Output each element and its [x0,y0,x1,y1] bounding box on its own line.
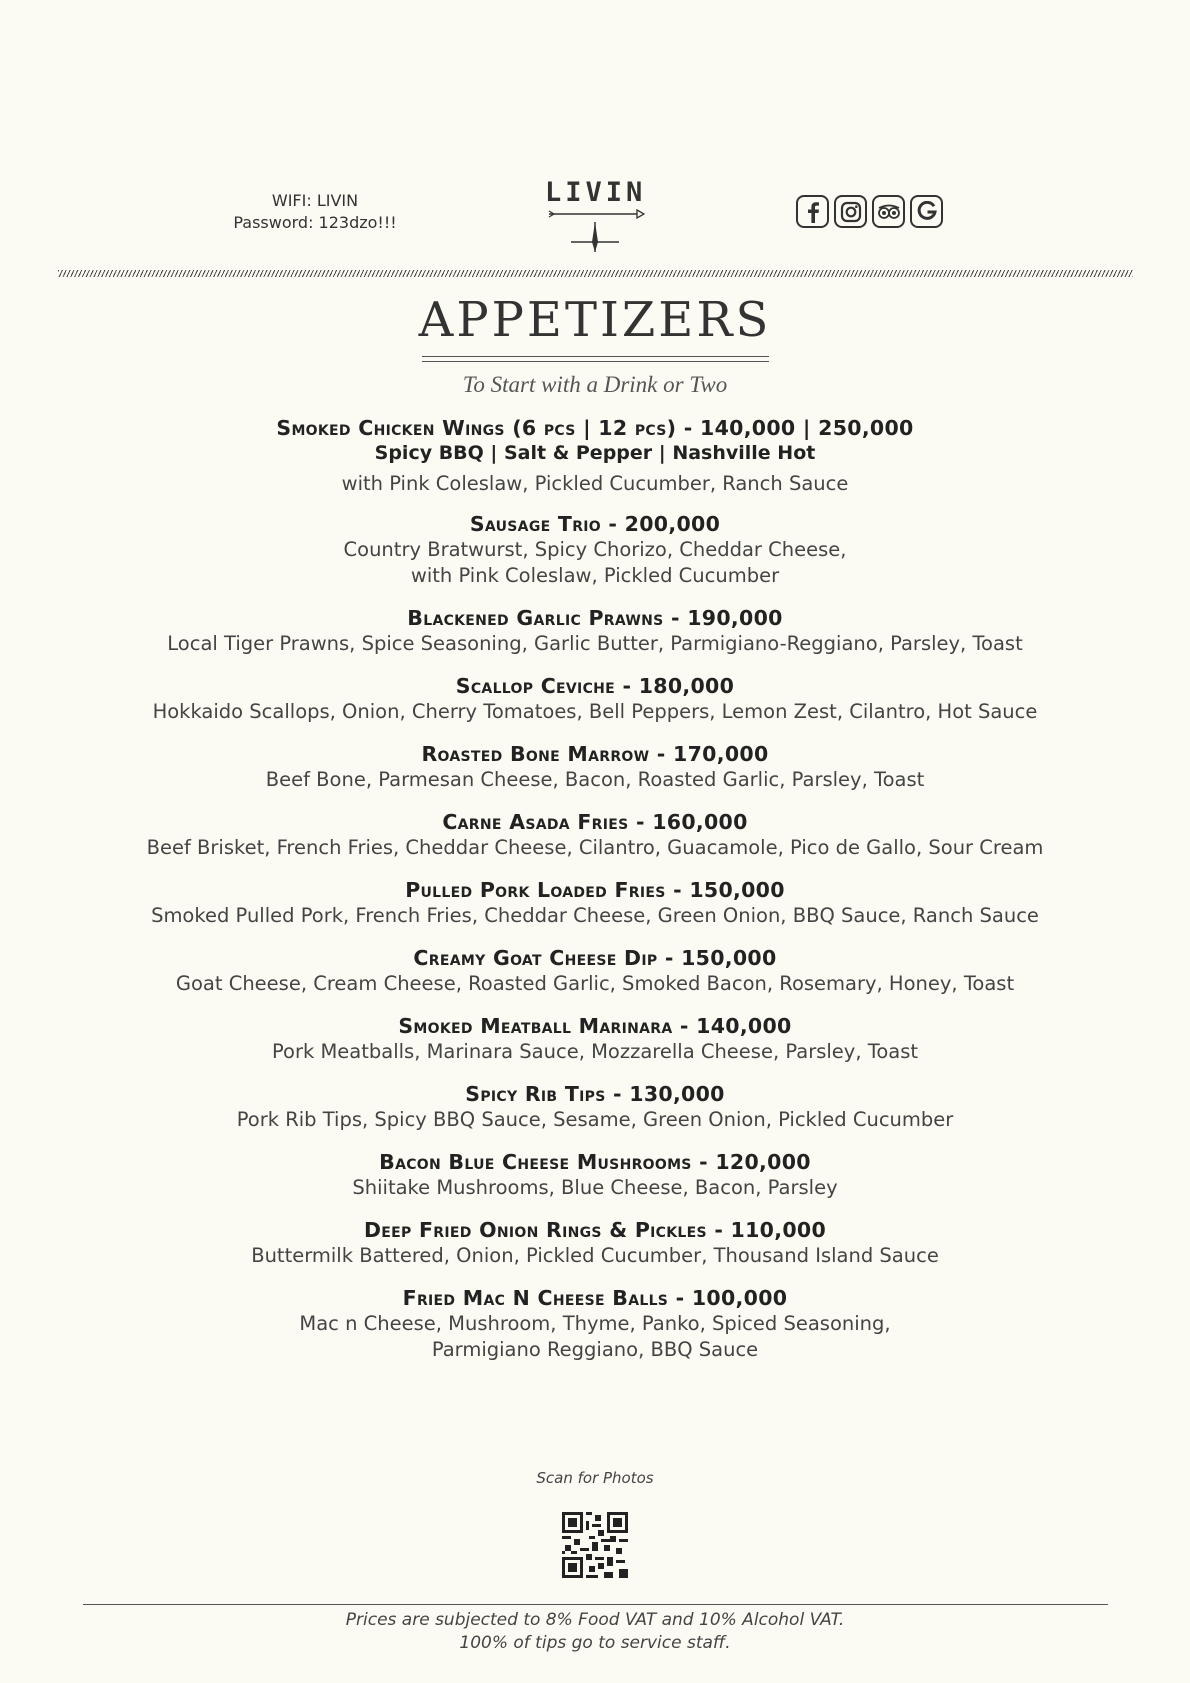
item-desc: Beef Brisket, French Fries, Cheddar Cheese, Cilantro, Guacamole, Pico de Gallo, Sour Cream [146,836,1044,859]
item-name: Spicy Rib Tips - 130,000 [465,1082,725,1106]
item-name: Carne Asada Fries - 160,000 [442,810,748,834]
menu-item [0,945,1190,997]
instagram-icon[interactable] [834,195,867,228]
item-desc: Shiitake Mushrooms, Blue Cheese, Bacon, Parsley [352,1176,838,1199]
item-name: Roasted Bone Marrow - 170,000 [421,742,769,766]
item-desc: Beef Bone, Parmesan Cheese, Bacon, Roasted Garlic, Parsley, Toast [265,768,925,791]
menu-item [0,1149,1190,1201]
social-icons [796,195,943,228]
tripadvisor-icon[interactable] [872,195,905,228]
item-desc: Country Bratwurst, Spicy Chorizo, Cheddar Cheese, [343,538,847,561]
menu-item [0,1285,1190,1363]
google-icon[interactable] [910,195,943,228]
item-name: Smoked Meatball Marinara - 140,000 [398,1014,792,1038]
facebook-icon[interactable] [796,195,829,228]
item-name: Smoked Chicken Wings (6 pcs | 12 pcs) - 140,000 | 250,000 [276,416,914,440]
item-desc: Pork Rib Tips, Spicy BBQ Sauce, Sesame, Green Onion, Pickled Cucumber [236,1108,954,1131]
wifi-password: Password: 123dzo!!! [233,213,397,232]
section-subtitle: To Start with a Drink or Two [462,372,728,397]
item-name: Sausage Trio - 200,000 [469,512,721,536]
item-desc: Local Tiger Prawns, Spice Seasoning, Garlic Butter, Parmigiano-Reggiano, Parsley, Toast [167,632,1023,655]
footer-divider [83,1604,1108,1605]
menu-item [0,877,1190,929]
menu-item [0,511,1190,589]
footer-note [0,1609,1190,1655]
tips-note: 100% of tips go to service staff. [459,1633,731,1653]
item-name: Scallop Ceviche - 180,000 [455,674,735,698]
logo-text: LIVIN [545,177,647,208]
item-desc: Hokkaido Scallops, Onion, Cherry Tomatoes, Bell Peppers, Lemon Zest, Cilantro, Hot Sauce [152,700,1038,723]
item-desc: Buttermilk Battered, Onion, Pickled Cucumber, Thousand Island Sauce [251,1244,939,1267]
section-title: APPETIZERS [418,292,772,348]
item-desc: Pork Meatballs, Marinara Sauce, Mozzarella Cheese, Parsley, Toast [271,1040,919,1063]
menu-item [0,1217,1190,1269]
vat-note: Prices are subjected to 8% Food VAT and 10% Alcohol VAT. [345,1610,845,1630]
livin-logo [545,178,645,254]
item-desc: with Pink Coleslaw, Pickled Cucumber [410,564,780,587]
menu-item [0,809,1190,861]
title-underline [422,356,769,362]
item-desc: Mac n Cheese, Mushroom, Thyme, Panko, Spiced Seasoning, [299,1312,891,1335]
menu-item [0,1081,1190,1133]
menu-item [0,605,1190,657]
hatched-divider [58,270,1133,277]
item-desc: Parmigiano Reggiano, BBQ Sauce [431,1338,759,1361]
wifi-name: WIFI: LIVIN [271,191,359,210]
item-desc: Smoked Pulled Pork, French Fries, Cheddar Cheese, Green Onion, BBQ Sauce, Ranch Sauce [151,904,1039,927]
menu-item [0,1013,1190,1065]
item-name: Blackened Garlic Prawns - 190,000 [407,606,783,630]
menu-item [0,415,1190,497]
item-name: Creamy Goat Cheese Dip - 150,000 [413,946,777,970]
qr-code-icon[interactable] [562,1512,628,1578]
item-name: Deep Fried Onion Rings & Pickles - 110,000 [363,1218,827,1242]
item-desc: with Pink Coleslaw, Pickled Cucumber, Ranch Sauce [341,472,849,495]
scan-caption: Scan for Photos [536,1469,654,1487]
menu-item [0,673,1190,725]
compass-arrow-icon [545,208,645,254]
item-name: Bacon Blue Cheese Mushrooms - 120,000 [379,1150,811,1174]
item-name: Fried Mac N Cheese Balls - 100,000 [402,1286,788,1310]
menu-item [0,741,1190,793]
item-options: Spicy BBQ | Salt & Pepper | Nashville Hot [374,442,816,464]
item-name: Pulled Pork Loaded Fries - 150,000 [405,878,785,902]
wifi-info [180,190,450,234]
item-desc: Goat Cheese, Cream Cheese, Roasted Garlic, Smoked Bacon, Rosemary, Honey, Toast [175,972,1015,995]
